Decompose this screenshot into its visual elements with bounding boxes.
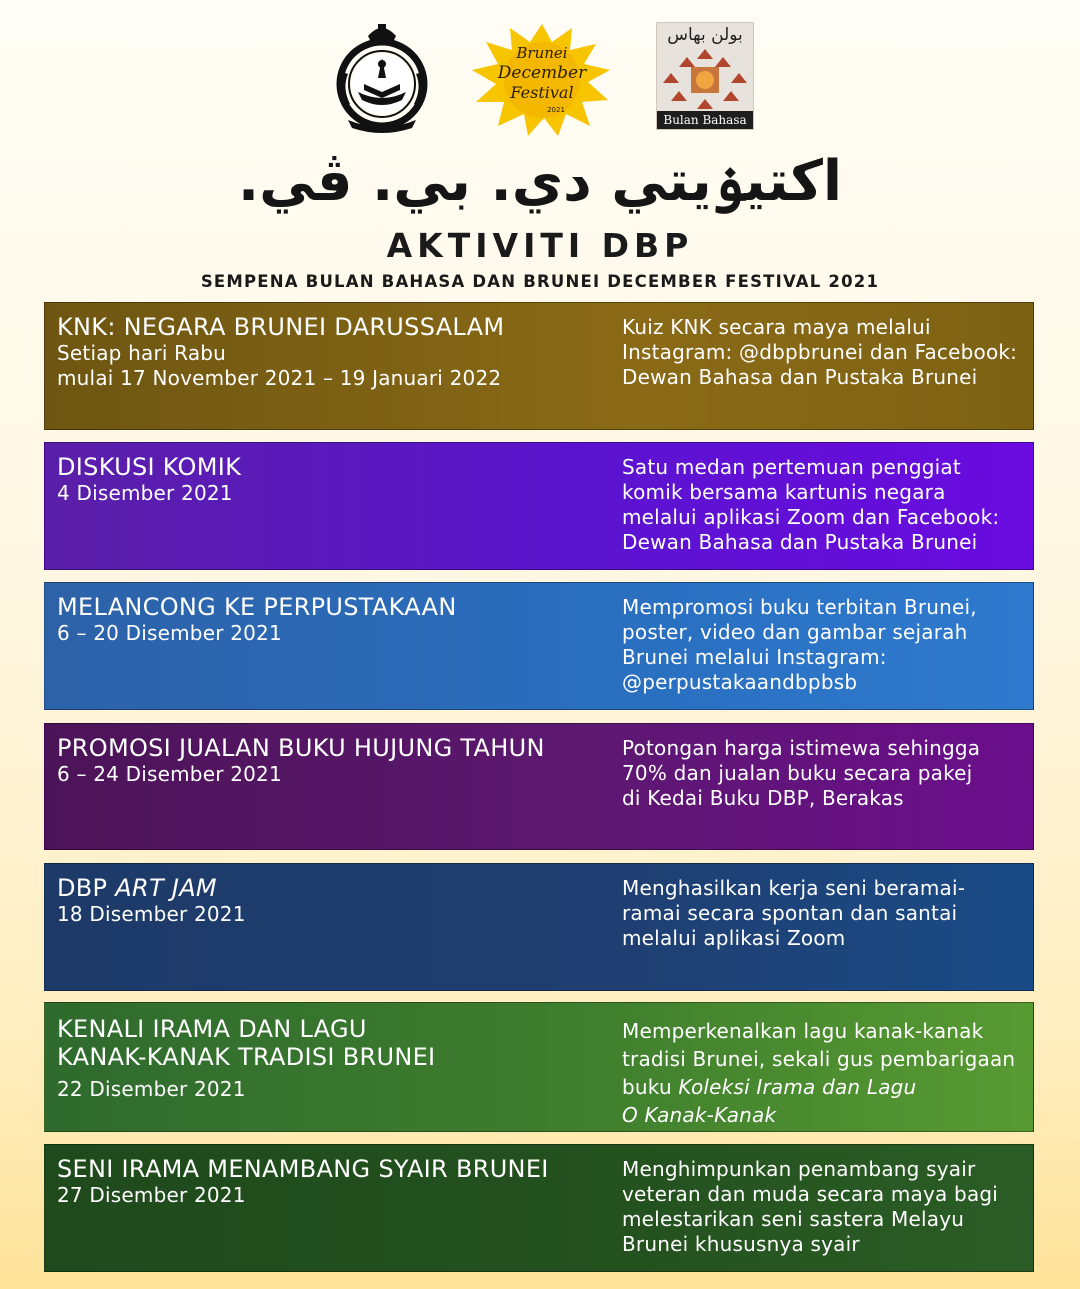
description-line: Kuiz KNK secara maya melalui [622, 315, 931, 339]
description-line: Potongan harga istimewa sehingga [622, 736, 981, 760]
activity-description [622, 876, 1027, 951]
activity-name: SENI IRAMA MENAMBANG SYAIR BRUNEI [57, 1155, 549, 1183]
activity-name: KNK: NEGARA BRUNEI DARUSSALAM [57, 313, 505, 341]
description-line: Mempromosi buku terbitan Brunei, [622, 595, 977, 619]
bdf-text-4: 2021 [547, 106, 565, 114]
bulan-bahasa-logo [656, 22, 754, 130]
description-line: Brunei melalui Instagram: [622, 645, 887, 669]
description-line [622, 1073, 1027, 1101]
activity-info [57, 453, 617, 506]
description-line: melalui aplikasi Zoom [622, 926, 846, 950]
description-line: tradisi Brunei, sekali gus pembarigaan [622, 1047, 1016, 1071]
book-title-italic: Koleksi Irama dan Lagu [678, 1075, 917, 1099]
activity-card-kenali-irama [44, 1002, 1034, 1132]
bulan-motif-icon [657, 47, 753, 113]
activity-name-prefix: DBP [57, 874, 116, 902]
activity-card-diskusi-komik [44, 442, 1034, 570]
activity-name: MELANCONG KE PERPUSTAKAAN [57, 593, 457, 621]
description-line: melestarikan seni sastera Melayu [622, 1207, 965, 1231]
bdf-text-2: December [497, 63, 587, 83]
activity-description [622, 1017, 1027, 1129]
description-line: Menghimpunkan penambang syair [622, 1157, 976, 1181]
activity-description [622, 455, 1027, 555]
activity-card-art-jam [44, 863, 1034, 991]
page-subtitle: SEMPENA BULAN BAHASA DAN BRUNEI DECEMBER FESTIVAL 2021 [200, 272, 880, 291]
activity-description [622, 595, 1027, 695]
bulan-arabic-text: بولن بهاس [667, 25, 743, 45]
bulan-bahasa-label: Bulan Bahasa [657, 111, 753, 129]
description-line: ramai secara spontan dan santai [622, 901, 958, 925]
activity-card-seni-irama [44, 1144, 1034, 1272]
description-prefix: buku [622, 1075, 679, 1099]
description-line: komik bersama kartunis negara [622, 480, 946, 504]
crest-icon [328, 22, 436, 134]
activity-card-melancong [44, 582, 1034, 710]
description-line: poster, video dan gambar sejarah [622, 620, 968, 644]
activity-info [57, 734, 617, 787]
activity-name-italic: ART JAM [115, 874, 217, 902]
activity-info [57, 313, 617, 391]
activity-description [622, 315, 1027, 390]
description-line: Instagram: @dbpbrunei dan Facebook: [622, 340, 1018, 364]
dbp-crest-logo [328, 22, 436, 134]
activity-card-knk [44, 302, 1034, 430]
activity-name-line: KENALI IRAMA DAN LAGU [57, 1015, 367, 1043]
activity-name-line: KANAK-KANAK TRADISI BRUNEI [57, 1043, 436, 1071]
logo-row [0, 18, 1080, 138]
activity-name: DISKUSI KOMIK [57, 453, 242, 481]
activity-date: mulai 17 November 2021 – 19 Januari 2022 [57, 366, 502, 390]
bdf-text-1: Brunei [516, 44, 568, 62]
description-line: Dewan Bahasa dan Pustaka Brunei [622, 365, 978, 389]
description-line: Satu medan pertemuan penggiat [622, 455, 961, 479]
brunei-december-festival-logo [468, 20, 616, 138]
description-line: 70% dan jualan buku secara pakej [622, 761, 973, 785]
activity-name: PROMOSI JUALAN BUKU HUJUNG TAHUN [57, 734, 545, 762]
description-line: Memperkenalkan lagu kanak-kanak [622, 1019, 984, 1043]
activity-description [622, 1157, 1027, 1257]
activity-date: 22 Disember 2021 [57, 1077, 246, 1101]
description-line: Menghasilkan kerja seni beramai- [622, 876, 966, 900]
book-title-italic: O Kanak-Kanak [622, 1103, 777, 1127]
activity-description [622, 736, 1027, 811]
activity-card-promosi-buku [44, 723, 1034, 850]
sun-splash-icon [468, 20, 616, 138]
activity-date: 6 – 20 Disember 2021 [57, 621, 282, 645]
activity-date: 6 – 24 Disember 2021 [57, 762, 282, 786]
page-title: AKTIVITI DBP [386, 226, 694, 265]
description-line: @perpustakaandbpbsb [622, 670, 858, 694]
activity-schedule: Setiap hari Rabu [57, 341, 227, 365]
activity-name [57, 874, 617, 902]
description-line: veteran dan muda secara maya bagi [622, 1182, 999, 1206]
activity-info [57, 1015, 617, 1102]
description-line: Brunei khususnya syair [622, 1232, 860, 1256]
activity-info [57, 593, 617, 646]
description-line: di Kedai Buku DBP, Berakas [622, 786, 904, 810]
bdf-text-3: Festival [510, 83, 574, 102]
title-jawi: اكتيۏيتي دي. بي. ڤي. [237, 149, 843, 214]
activity-info [57, 1155, 617, 1208]
activity-info [57, 874, 617, 927]
description-line: Dewan Bahasa dan Pustaka Brunei [622, 530, 978, 554]
activity-date: 18 Disember 2021 [57, 902, 246, 926]
activity-date: 4 Disember 2021 [57, 481, 233, 505]
description-line: melalui aplikasi Zoom dan Facebook: [622, 505, 1000, 529]
activity-date: 27 Disember 2021 [57, 1183, 246, 1207]
